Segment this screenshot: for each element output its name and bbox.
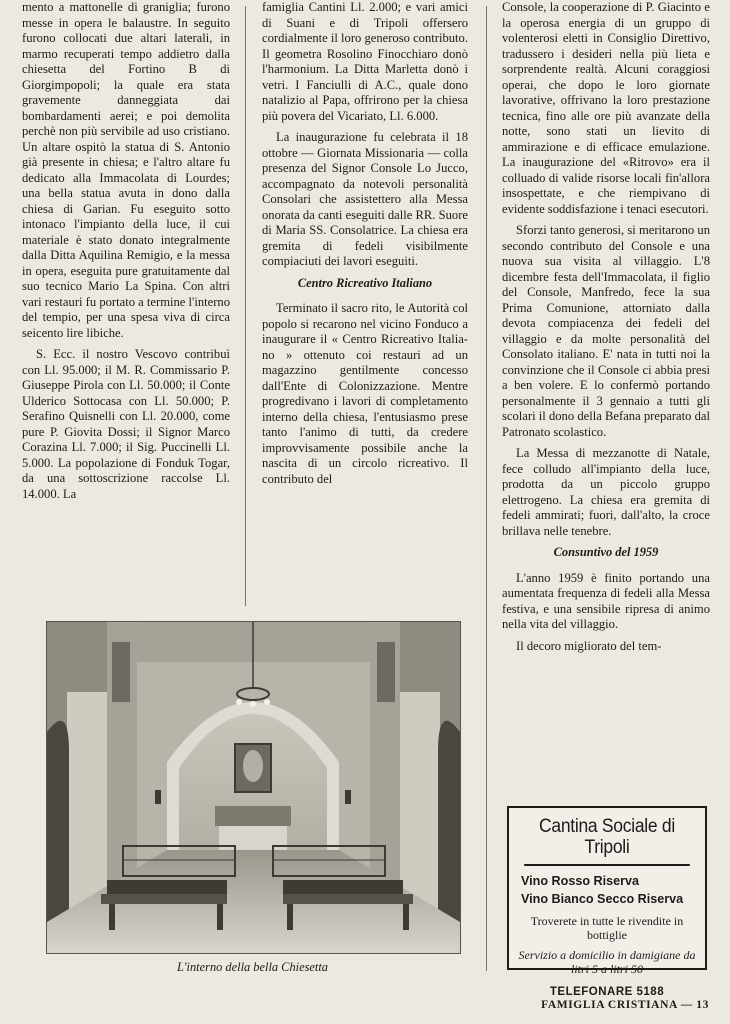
ad-title: Cantina Sociale di Tripoli	[524, 816, 690, 866]
church-interior-photo	[46, 621, 461, 954]
paragraph: L'anno 1959 è finito portando una aumentata frequenza di fedeli alla Messa festiva, e una sensibile ripresa di animo nella vita del villaggio.	[502, 570, 710, 631]
paragraph: Il decoro migliorato del tem-	[516, 638, 662, 653]
paragraph: famiglia Cantini Ll. 2.000; e vari amici di Suani e di Tripoli offersero cordialmente il loro generoso contributo. Il geometra Rosolino Finocchiaro donò l'harmonium. La Ditta Marletta donò i vetri. I Fanciulli di A.C., quale dono natalizio al Papa, offrirono per la chiesa più povera del Vicariato, Ll. 6.000.	[262, 0, 468, 123]
column-divider	[245, 6, 246, 606]
paragraph: mento a mattonelle di graniglia; furono messe in opera le balaustre. In seguito furono collocati due altari laterali, in marmo recuperati tempo addietro dalla chiesetta del Fortino B di Giorgimpopoli; la quale era stata gravemente danneggiata dai bombardamenti aerei; e poi demolita perchè non più servibile ad uso cristiano. Un altare ospitò la statua di S. Antonio già presente in chiesa; e l'altro altare fu dedicato alla Immacolata di Lourdes; una bella statua avuta in dono dalla chiesa di Garian. Fu eseguito sotto intonaco l'impianto della luce, il cui materiale è stato donato integralmente dalla Ditta Aquilina Remigio, e la messa in opera, eseguita pure gratuitamente dal suo tecnico Mario La Spina. Con altri vari restauri fu portato a termine l'interno del tempio, per una spesa viva di circa seicento lire libiche.	[22, 0, 230, 340]
photo-caption: L'interno della bella Chiesetta	[177, 960, 328, 974]
article-column-2	[262, 0, 468, 612]
section-heading: Centro Ricreativo Italiano	[297, 275, 433, 290]
paragraph: S. Ecc. il nostro Vescovo contribuì con Ll. 95.000; il M. R. Commissario P. Giuseppe Pirola con Ll. 50.000; il Conte Ulderico Sottocasa con Ll. 50.000; P. Serafino Quisnelli con Ll. 20.000, come pure P. Giovita Dossi; il Signor Marco Corazina Ll. 7.000; il Sig. Puccinelli Ll. 5.000. La popolazione di Fonduk Togar, da una sottoscrizione raccolse Ll. 14.000. La	[22, 347, 230, 501]
ad-text: Servizio a domicilio in damigiane da litri 5 a litri 50	[518, 948, 696, 976]
paragraph: Sforzi tanto generosi, si meritarono un secondo contributo del Console e una nuova sua visita al villaggio. L'8 dicembre festa dell'Immacolata, il figlio del Console, Manfredo, fece la sua Prima Comunione, attorniato dalla devota compiacenza dei fedeli del villaggio e da molte personalità del Consolato italiano. E' nata in tutti noi la convinzione che il Console ci abbia presi a ben volere. E lo confermò portando personalmente il 3 gennaio a tutti gli scolari il dono della Befana preparato dal Patronato scolastico.	[502, 223, 710, 439]
ad-product: Vino Bianco Secco Riserva	[521, 892, 684, 906]
article-column-3	[502, 0, 710, 798]
paragraph: Terminato il sacro rito, le Autorità col popolo si recarono nel vicino Fonduco a inaugurare il « Centro Ricreativo Italiano » ottenuto coi restauri ad un magazzino gentilmente concesso dall'Ente di Colonizzazione. Mentre progredivano i lavori di completamento interno della chiesa, l'entusiasmo prese tanto l'animo di tutti, da credere improvvisamente possibile anche la nascita di un circolo ricreativo. Il contributo del	[262, 301, 468, 486]
section-heading: Consuntivo del 1959	[553, 545, 659, 559]
page-footer: FAMIGLIA CRISTIANA — 13	[541, 999, 709, 1011]
church-interior-illustration	[47, 622, 460, 953]
paragraph: La inaugurazione fu celebrata il 18 ottobre — Giornata Missionaria — colla presenza del Signor Console Lo Jucco, accompagnato da notevoli personalità Consolari che assistettero alla Messa onorata da canti eseguiti dalle RR. Suore di Maria SS. Consolatrice. La chiesa era gremita di fedeli visibilmente compiaciuti dei lavori eseguiti.	[262, 130, 468, 268]
paragraph: Console, la cooperazione di P. Giacinto e la operosa energia di un gruppo di volenterosi eletti in Consiglio Direttivo, tradussero i desideri nella più lieta e sorprendente realtà. Alcuni coraggiosi operai, che dopo le loro giornate lavorative, offrivano la loro prestazione tecnica, fino alle ore più avanzate della notte, sono stati un lievito di ammirazione e di efficace emulazione. La inaugurazione del «Ritrovo» era il colluado di valide risorse locali fin'allora insospettate, e che riempivano di evidente soddisfazione i tenaci esecutori.	[502, 0, 710, 216]
ad-phone: TELEFONARE 5188	[549, 986, 665, 998]
ad-product: Vino Rosso Riserva	[521, 874, 640, 888]
advertisement-box	[507, 806, 707, 998]
ad-text: Troverete in tutte le rivendite in bottiglie	[530, 914, 684, 942]
article-column-1	[22, 0, 230, 612]
column-divider	[486, 6, 487, 971]
paragraph: La Messa di mezzanotte di Natale, fece colludo all'impianto della luce, prodotta da un piccolo gruppo elettrogeno. La chiesa era gremita di fedeli ammirati; fuori, dall'alto, la croce brillava nelle tenebre.	[502, 446, 710, 538]
